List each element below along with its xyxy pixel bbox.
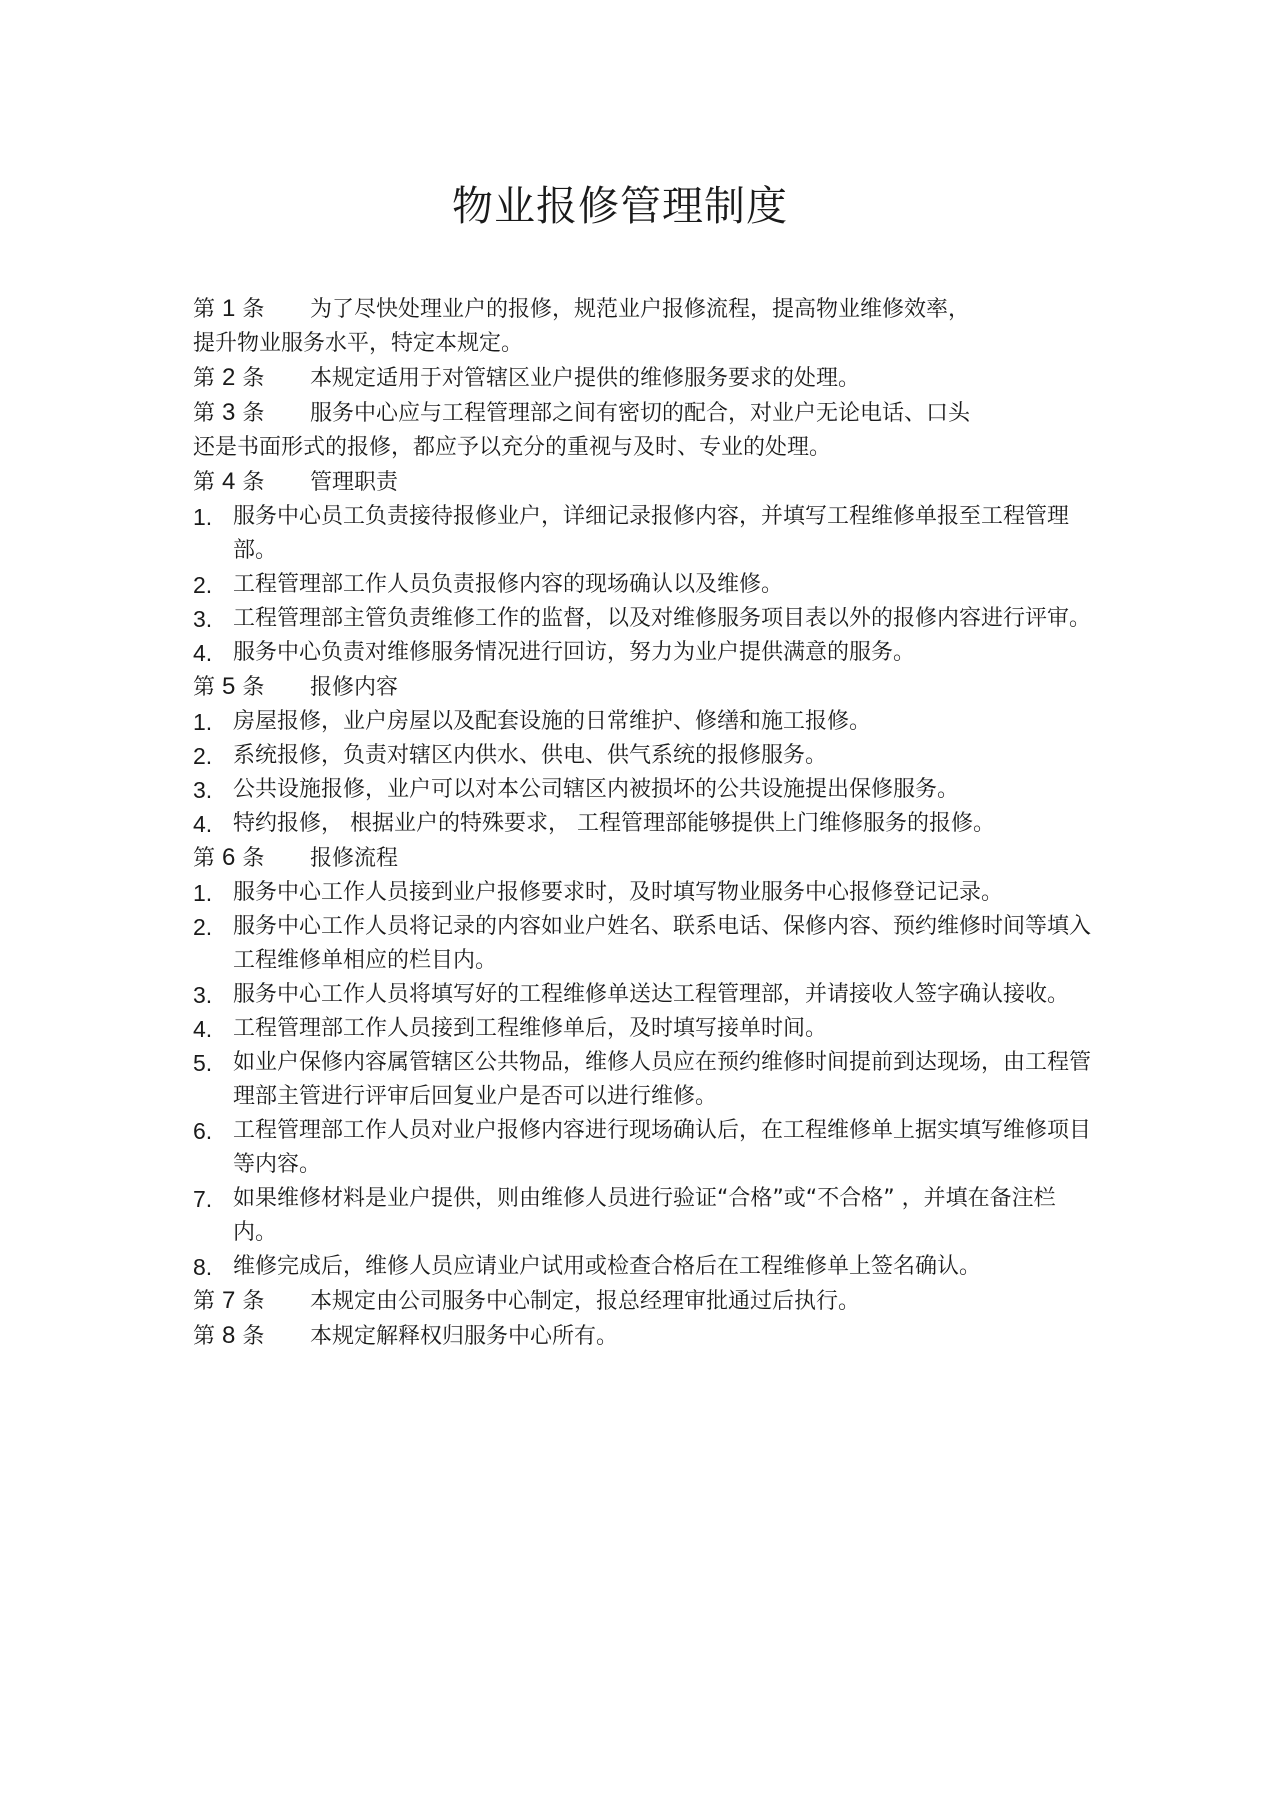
list-item	[193, 500, 1093, 568]
article-label-suffix: 条	[242, 366, 265, 391]
article-4	[193, 465, 1093, 670]
article-5	[193, 670, 1093, 841]
article-heading: 本规定由公司服务中心制定，报总经理审批通过后执行。	[310, 1289, 861, 1314]
list-item-text: 服务中心负责对维修服务情况进行回访，努力为业户提供满意的服务。	[233, 640, 916, 665]
list-item-text: 工程管理部工作人员接到工程维修单后，及时填写接单时间。	[233, 1016, 828, 1041]
article-line	[193, 465, 1093, 500]
document-body	[193, 292, 1093, 1354]
article-label-prefix: 第	[193, 1324, 216, 1349]
article-6	[193, 841, 1093, 1284]
list-item-text: 服务中心工作人员将填写好的工程维修单送达工程管理部，并请接收人签字确认接收。	[233, 982, 1070, 1007]
article-heading: 报修内容	[310, 675, 399, 700]
article-label-prefix: 第	[193, 1289, 216, 1314]
article-label-suffix: 条	[242, 470, 265, 495]
article-label	[193, 396, 310, 431]
article-heading: 管理职责	[310, 470, 399, 495]
list-item	[193, 602, 1093, 636]
article-label-prefix: 第	[193, 366, 216, 391]
article-number: 1	[222, 295, 236, 322]
article-item-list	[193, 500, 1093, 670]
list-item-text: 系统报修，负责对辖区内供水、供电、供气系统的报修服务。	[233, 743, 828, 768]
list-item	[193, 876, 1093, 910]
list-item-index: 4.	[193, 640, 213, 666]
list-item	[193, 978, 1093, 1012]
article-label-prefix: 第	[193, 675, 216, 700]
list-item	[193, 1182, 1093, 1250]
article-heading: 服务中心应与工程管理部之间有密切的配合，对业户无论电话、口头	[310, 401, 971, 426]
article-number: 6	[222, 844, 236, 871]
article-number: 7	[222, 1287, 236, 1314]
list-item-text: 服务中心工作人员将记录的内容如业户姓名、联系电话、保修内容、预约维修时间等填入工程维修单相应的栏目内。	[233, 914, 1092, 973]
article-label-suffix: 条	[242, 1289, 265, 1314]
article-heading: 本规定解释权归服务中心所有。	[310, 1324, 619, 1349]
list-item-index: 4.	[193, 1016, 213, 1042]
list-item-index: 5.	[193, 1050, 213, 1076]
article-label	[193, 841, 310, 876]
list-item-text: 工程管理部工作人员对业户报修内容进行现场确认后，在工程维修单上据实填写维修项目等内容。	[233, 1118, 1092, 1177]
list-item-text: 服务中心工作人员接到业户报修要求时，及时填写物业服务中心报修登记记录。	[233, 880, 1004, 905]
article-label	[193, 292, 310, 327]
list-item-index: 2.	[193, 914, 213, 940]
list-item	[193, 910, 1093, 978]
article-8	[193, 1319, 1093, 1354]
list-item	[193, 1114, 1093, 1182]
article-label	[193, 361, 310, 396]
article-1	[193, 292, 1093, 361]
article-label	[193, 1284, 310, 1319]
article-label	[193, 1319, 310, 1354]
article-line	[193, 670, 1093, 705]
list-item-index: 3.	[193, 982, 213, 1008]
article-continuation: 还是书面形式的报修，都应予以充分的重视与及时、专业的处理。	[193, 435, 832, 460]
document-title: 物业报修管理制度	[452, 182, 788, 230]
article-heading: 报修流程	[310, 846, 399, 871]
article-line	[193, 1319, 1093, 1354]
list-item-text: 维修完成后，维修人员应请业户试用或检查合格后在工程维修单上签名确认。	[233, 1254, 982, 1279]
list-item	[193, 1250, 1093, 1284]
article-heading: 本规定适用于对管辖区业户提供的维修服务要求的处理。	[310, 366, 861, 391]
article-heading: 为了尽快处理业户的报修，规范业户报修流程，提高物业维修效率，	[310, 297, 971, 322]
list-item-index: 6.	[193, 1118, 213, 1144]
article-label-suffix: 条	[242, 401, 265, 426]
list-item-index: 8.	[193, 1254, 213, 1280]
list-item	[193, 773, 1093, 807]
article-label-suffix: 条	[242, 1324, 265, 1349]
article-number: 3	[222, 399, 236, 426]
article-line	[193, 396, 1093, 431]
list-item-index: 2.	[193, 572, 213, 598]
article-line	[193, 361, 1093, 396]
list-item-index: 4.	[193, 811, 213, 837]
article-number: 2	[222, 364, 236, 391]
list-item-index: 1.	[193, 880, 213, 906]
list-item-text: 公共设施报修，业户可以对本公司辖区内被损坏的公共设施提出保修服务。	[233, 777, 960, 802]
article-label-prefix: 第	[193, 401, 216, 426]
list-item-index: 1.	[193, 709, 213, 735]
article-item-list	[193, 705, 1093, 841]
article-line	[193, 1284, 1093, 1319]
list-item-text: 工程管理部工作人员负责报修内容的现场确认以及维修。	[233, 572, 784, 597]
article-label-prefix: 第	[193, 846, 216, 871]
list-item-index: 3.	[193, 777, 213, 803]
list-item-text: 服务中心员工负责接待报修业户，详细记录报修内容，并填写工程维修单报至工程管理部。	[233, 504, 1070, 563]
list-item	[193, 1012, 1093, 1046]
article-label-suffix: 条	[242, 846, 265, 871]
article-number: 5	[222, 673, 236, 700]
article-7	[193, 1284, 1093, 1319]
list-item-text: 如业户保修内容属管辖区公共物品，维修人员应在预约维修时间提前到达现场，由工程管理部主管进行评审后回复业户是否可以进行维修。	[233, 1050, 1092, 1109]
article-number: 8	[222, 1322, 236, 1349]
article-label	[193, 670, 310, 705]
article-label-suffix: 条	[242, 675, 265, 700]
list-item-text: 房屋报修，业户房屋以及配套设施的日常维护、修缮和施工报修。	[233, 709, 872, 734]
article-3	[193, 396, 1093, 465]
list-item-text: 如果维修材料是业户提供，则由维修人员进行验证“合格”或“不合格” ，并填在备注栏内。	[233, 1186, 1056, 1245]
list-item-index: 7.	[193, 1186, 213, 1212]
article-2	[193, 361, 1093, 396]
list-item	[193, 568, 1093, 602]
article-line	[193, 292, 1093, 327]
article-line	[193, 841, 1093, 876]
article-number: 4	[222, 468, 236, 495]
article-continuation: 提升物业服务水平，特定本规定。	[193, 331, 524, 356]
list-item-index: 3.	[193, 606, 213, 632]
list-item	[193, 705, 1093, 739]
list-item	[193, 636, 1093, 670]
article-label	[193, 465, 310, 500]
list-item-text: 工程管理部主管负责维修工作的监督，以及对维修服务项目表以外的报修内容进行评审。	[233, 606, 1092, 631]
article-item-list	[193, 876, 1093, 1284]
article-label-suffix: 条	[242, 297, 265, 322]
list-item	[193, 1046, 1093, 1114]
article-label-prefix: 第	[193, 297, 216, 322]
list-item-index: 2.	[193, 743, 213, 769]
list-item	[193, 807, 1093, 841]
list-item-index: 1.	[193, 504, 213, 530]
list-item	[193, 739, 1093, 773]
list-item-text: 特约报修， 根据业户的特殊要求， 工程管理部能够提供上门维修服务的报修。	[233, 811, 995, 836]
article-label-prefix: 第	[193, 470, 216, 495]
